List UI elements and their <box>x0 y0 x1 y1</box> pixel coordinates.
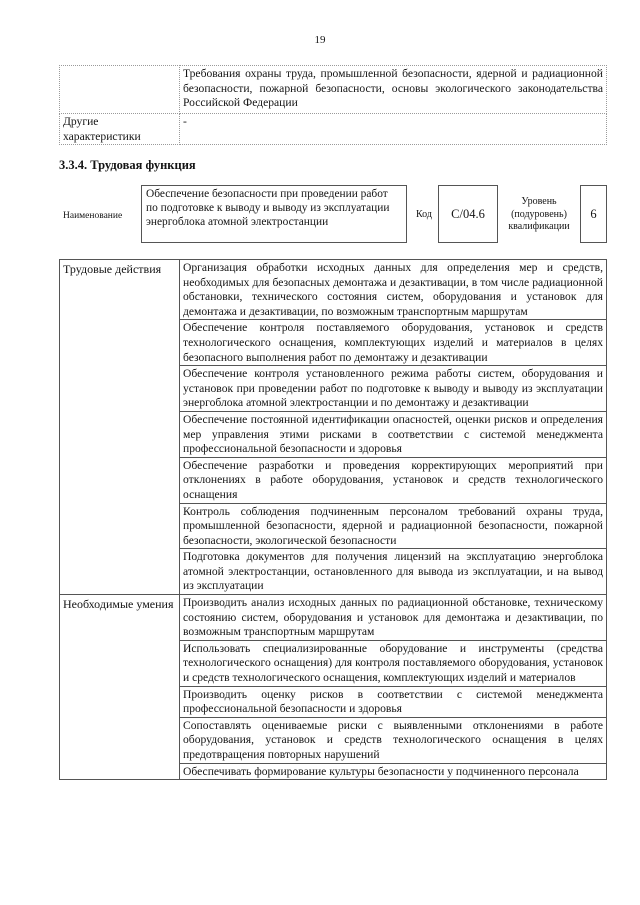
required-skills-row <box>60 595 607 780</box>
knowledge-item: Требования охраны труда, промышленной безопасности, ядерной и радиационной безопасности, пожарной безопасности, основы экологического законодательства Российской Федерации <box>180 66 607 114</box>
required-skill-item: Обеспечивать формирование культуры безопасности у подчиненного персонала <box>183 764 579 778</box>
knowledge-label-cell <box>60 66 180 114</box>
code-label: Код <box>416 209 432 220</box>
labor-action-item: Обеспечение контроля установленного режима работы систем, оборудования и установок при проведении работ по подготовке к выводу и выводу из эксплуатации энергоблока атомной электростанции и по демонтажу и дезактивации <box>180 366 606 412</box>
labor-action-item: Подготовка документов для получения лицензий на эксплуатацию энергоблока атомной электростанции, остановленного для вывода из эксплуатации, и на вывод из эксплуатации <box>183 550 603 593</box>
labor-action-item: Обеспечение разработки и проведения корректирующих мероприятий при отклонениях в работе оборудования, установок и средств технологического оснащения <box>180 458 606 504</box>
required-skill-item: Использовать специализированные оборудование и инструменты (средства технологического оснащения) для контроля поставляемого оборудования, установок и средств технологического оснащения, комплектующих изделий и материалов <box>180 641 606 687</box>
function-code: C/04.6 <box>438 185 498 243</box>
labor-action-item: Обеспечение контроля поставляемого оборудования, установок и средств технологического оснащения, комплектующих изделий и материалов в целях безопасного выполнения работ по демонтажу и дезактивации <box>180 320 606 366</box>
labor-action-item: Организация обработки исходных данных для определения мер и средств, необходимых для безопасных демонтажа и дезактивации, в том числе радиационной обстановки, технического состояния систем, оборудования и установок для демонтажа и дезактивации, по возможным транспортным маршрутам <box>180 260 606 320</box>
other-characteristics-value: - <box>180 114 607 145</box>
qualification-level: 6 <box>580 185 607 243</box>
required-skill-item: Производить анализ исходных данных по радиационной обстановке, техническому состоянию систем, оборудования и установок для демонтажа и дезактивации, по возможным транспортным маршрутам <box>180 595 606 641</box>
labor-actions-list <box>180 260 607 595</box>
required-skill-item: Производить оценку рисков в соответствии с системой менеджмента профессиональной безопасности и здоровья <box>180 687 606 718</box>
function-name: Обеспечение безопасности при проведении работ по подготовке к выводу и выводу из эксплуатации энергоблока атомной электростанции <box>141 185 407 243</box>
qualification-level-label: Уровень (подуровень) квалификации <box>508 196 570 232</box>
page-number: 19 <box>314 34 326 46</box>
required-skills-label: Необходимые умения <box>60 595 180 780</box>
required-skills-list <box>180 595 607 780</box>
name-label: Наименование <box>63 211 123 221</box>
other-characteristics-label: Другие характеристики <box>60 114 180 145</box>
labor-actions-label: Трудовые действия <box>60 260 180 595</box>
function-details-table <box>59 259 607 780</box>
labor-actions-row <box>60 260 607 595</box>
labor-action-item: Контроль соблюдения подчиненным персоналом требований охраны труда, промышленной безопасности, ядерной и радиационной безопасности, пожарной безопасности, экологической безопасности <box>180 504 606 550</box>
required-skill-item: Сопоставлять оцениваемые риски с выявленными отклонениями в работе оборудования, установок и средств технологического оснащения в целях предотвращения повторных нарушений <box>180 718 606 764</box>
section-title: 3.3.4. Трудовая функция <box>59 158 196 172</box>
previous-function-table <box>59 65 607 145</box>
labor-action-item: Обеспечение постоянной идентификации опасностей, оценки рисков и определения мер управления этими рисками в соответствии с системой менеджмента профессиональной безопасности и здоровья <box>180 412 606 458</box>
